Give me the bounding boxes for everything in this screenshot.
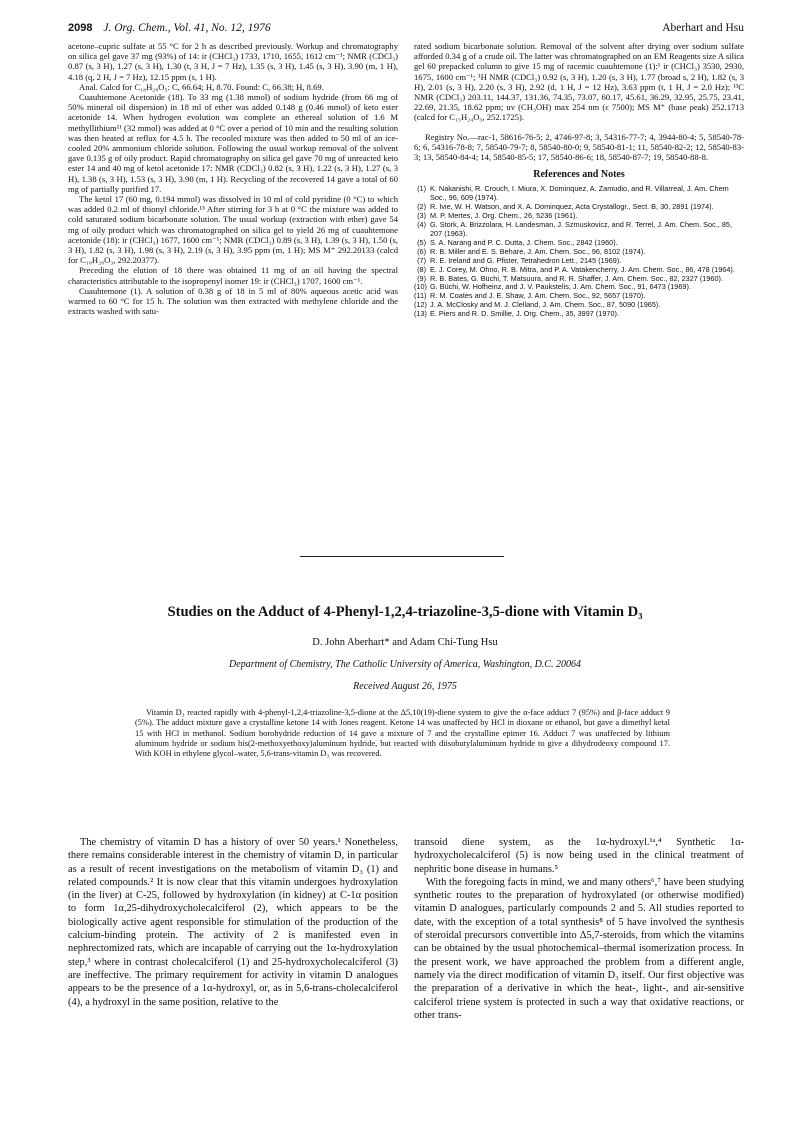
received-date: Received August 26, 1975: [353, 681, 457, 692]
prev-article-column-1: [68, 41, 398, 316]
paragraph: Cuauhtemone (1). A solution of 0.38 g of 18 in 5 ml of 80% aqueous acetic acid was warmed to 60 °C for 15 h. The solution was then extracted with methylene chloride and the extracts washed with satu-: [68, 285, 398, 317]
reference-item: (2) R. Ivie, W. H. Watson, and X. A. Dominquez, Acta Crystallogr., Sect. B, 30, 2891 (1974).: [417, 202, 714, 212]
paragraph: The ketol 17 (60 mg, 0.194 mmol) was dissolved in 10 ml of cold pyridine (0 °C) to which was added 0.2 ml of thionyl chloride.¹³ After stirring for 3 h at 0 °C the mixture was added to cold saturated sodium bicarbonate solution. The usual workup (extraction with ether) gave 54 mg of oily product which was chromatographed on silica gel to yield 26 mg of cuauhtemone acetonide (18): ir (CHCl₃) 1677, 1600 cm⁻¹; NMR (CDCl₃) 0.89 (s, 3 H), 1.39 (s, 3 H), 1.50 (s, 3 H), 1.82 (s, 3 H), 1.98 (s, 3 H), 2.19 (s, 3 H), 3.95 ppm (m, 1 H); MS M⁺ 292.20133 (calcd for C₁₈H₂₈O₃, 292.20377).: [68, 194, 398, 266]
prev-article-column-2: [414, 41, 744, 319]
article-title: Studies on the Adduct of 4-Phenyl-1,2,4-triazoline-3,5-dione with Vitamin D₃: [167, 604, 643, 620]
reference-item: (6) R. B. Miller and E. S. Behare, J. Am. Chem. Soc., 96, 8102 (1974).: [417, 246, 646, 256]
page-number: 2098: [68, 22, 93, 34]
reference-item: (11) R. M. Coates and J. E. Shaw, J. Am. Chem. Soc., 92, 5657 (1970).: [414, 291, 646, 301]
article-divider: [300, 556, 504, 557]
reference-item: (1) K. Nakanishi, R. Crouch, I. Miura, X. Dominquez, A. Zamudio, and R. Villarreal, J. Am. Chem Soc., 96, 609 (1974).: [417, 184, 729, 203]
reference-item: (3) M. P. Mertes, J. Org. Chem., 26, 5236 (1961).: [417, 211, 578, 221]
paragraph: Preceding the elution of 18 there was obtained 11 mg of an oil having the spectral characteristics attributable to the isopropenyl isomer 19: ir (CHCl₃) 1707, 1600 cm⁻¹.: [68, 265, 398, 286]
paragraph: transoid diene system, as the 1α-hydroxyl.¹ᵃ,⁴ Synthetic 1α-hydroxycholecalciferol (5) is now being used in the clinical treatment of nephritic bone disease in humans.⁵: [414, 837, 744, 875]
reference-item: (13) E. Piers and R. D. Smillie, J. Org. Chem., 35, 3997 (1970).: [414, 309, 619, 319]
reference-item: (9) R. B. Bates, G. Büchi, T. Matsuura, and R. R. Shaffer, J. Am. Chem. Soc., 82, 2327 (1960).: [417, 273, 723, 283]
reference-item: (5) S. A. Narang and P. C. Dutta, J. Chem. Soc., 2842 (1960).: [417, 237, 618, 247]
article-authors: D. John Aberhart* and Adam Chi-Tung Hsu: [312, 637, 498, 648]
paragraph: Cuauhtemone Acetonide (18). To 33 mg (1.38 mmol) of sodium hydride (from 66 mg of 50% mineral oil dispersion) in 18 ml of ether was added 0.148 g (0.46 mmol) of keto ester acetonide 14. When hydrogen evolution was complete an ethereal solution of 1.6 M methyllithium¹¹ (32 mmol) was added at 0 °C over a period of 10 min and the resulting solution was then heated at reflux for 4.5 h. The recooled mixture was then added to 50 ml of an ice-cooled 20% ammonium chloride solution. Following the usual workup removal of the solvent gave 0.135 g of oily product. Rapid chromatography on silica gel gave 70 mg of unreacted keto ester 14 and 40 mg of ketol acetonide 17: NMR (CDCl₃) 0.82 (s, 3 H), 1.22 (s, 3 H), 1.27 (s, 3 H), 1.38 (s, 3 H), 1.53 (s, 3 H), 3.90 (m, 1 H). Recycling of the recovered 14 gave a total of 60 mg of partially purified 17.: [68, 92, 398, 194]
paragraph: With the foregoing facts in mind, we and many others⁶,⁷ have been studying synthetic routes to the preparation of hydroxylated (or otherwise modified) vitamin D analogues, particularly compounds 2 and 5. All studies reported to date, with the exception of a total synthesis⁸ of 5 have involved the synthesis of steroidal precursors convertible into Δ5,7-steroids, from which the vitamins can be obtained by the usual photochemical–thermal isomerization process. In the present work, we have approached the problem from a different angle, namely via the direct modification of vitamin D₃ itself. Our first objective was the preparation of a derivative in which the heat-, light-, and air-sensitive calciferol triene system is protected in such a way that oxidative reactions, or other trans-: [414, 876, 744, 1021]
body-column-2: [414, 836, 744, 1022]
paragraph: Anal. Calcd for C₁₈H₂₈O₅: C, 66.64; H, 8.70. Found: C, 66.38; H, 8.69.: [79, 81, 324, 92]
reference-item: (7) R. E. Ireland and G. Pfister, Tetrahedron Lett., 2145 (1969).: [417, 255, 622, 265]
references-heading: References and Notes: [533, 169, 625, 181]
header-authors: Aberhart and Hsu: [662, 22, 744, 34]
references-list: [414, 185, 744, 319]
affiliation: Department of Chemistry, The Catholic University of America, Washington, D.C. 20064: [229, 659, 581, 670]
registry-numbers: Registry No.—rac-1, 58616-76-5; 2, 4746-97-8; 3, 54316-77-7; 4, 3944-80-4; 5, 58540-78-6; 6, 54316-78-8; 7, 58540-79-7; 8, 58540-80-0; 9, 58540-81-1; 11, 58540-82-2; 12, 58540-83-3; 13, 58540-84-4; 14, 58540-85-5; 17, 58540-86-6; 18, 58540-87-7; 19, 58540-88-8.: [414, 131, 744, 163]
abstract: Vitamin D₃ reacted rapidly with 4-phenyl-1,2,4-triazoline-3,5-dione at the Δ5,10(19)-diene system to give the α-face adduct 7 (95%) and β-face adduct 9 (5%). The adduct mixture gave a crystalline ketone 14 with Jones reagent. Ketone 14 was unaffected by HCl in dioxane or ethanol, but gave a dimethyl ketal 15 with HCl in methanol. Sodium borohydride reduction of 14 gave a mixture of 7 and the crystalline epimer 16. Adduct 7 was unaffected by lithium aluminum hydride or sodium bis(2-methoxyethoxy)aluminum hydride, but reacted with diisobutylaluminum hydride to give a dihydrodeoxy compound 17. With KOH in ethylene glycol–water, 5,6-trans-vitamin D₃ was recovered.: [135, 708, 670, 759]
reference-item: (8) E. J. Corey, M. Ohno, R. B. Mitra, and P. A. Vatakencherry, J. Am. Chem. Soc., 86, 478 (1964).: [417, 264, 735, 274]
reference-item: (12) J. A. McClosky and M. J. Clelland, J. Am. Chem. Soc., 87, 5090 (1965).: [414, 300, 661, 310]
reference-item: (10) G. Büchi, W. Hofheinz, and J. V. Paukstelis, J. Am. Chem. Soc., 91, 6473 (1969).: [414, 282, 691, 292]
body-column-1: [68, 836, 398, 1009]
journal-citation: J. Org. Chem., Vol. 41, No. 12, 1976: [103, 22, 271, 34]
paragraph: The chemistry of vitamin D has a history of over 50 years.¹ Nonetheless, there remains considerable interest in the chemistry of vitamin D, in particular as a result of recent investigations on the metabolism of vitamin D₃ (1) and related compounds.² It is now clear that this vitamin undergoes hydroxylation (in the liver) at C-25, followed by hydroxylation (in kidney) at C-1α position to form 1α,25-dihydroxycholecalciferol (2), which appears to be the biologically active agent responsible for stimulation of the production of the calcium-binding protein. The activity of 2 is manifested even in nephrectomized rats, which are incapable of carrying out the 1α-hydroxylation step,³ where in contrast cholecalciferol (1) and 25-hydroxycholecalciferol (3) are ineffective. The primary requirement for activity in vitamin D analogues appears to be the presence of a 1α-hydroxyl, or, as in 5,6-trans-cholecalciferol (4), a hydroxyl in the same position, relative to the: [68, 837, 398, 1008]
paragraph: rated sodium bicarbonate solution. Removal of the solvent after drying over sodium sulfate afforded 0.34 g of a crude oil. The latter was chromatographed on an EM Reagents size A silica gel 60 prepacked column to give 15 mg of racemic cuauhtemone (1):¹ ir (CHCl₃) 3530, 2930, 1675, 1600 cm⁻¹; ¹H NMR (CDCl₃) 0.92 (s, 3 H), 1.20 (s, 3 H), 1.77 (broad s, 2 H), 1.82 (s, 3 H), 2.01 (s, 3 H), 2.20 (s, 3 H), 2.92 (d, 1 H, J = 12 Hz), 3.63 ppm (t, 1 H, J = 2.0 Hz); ¹³C NMR (CDCl₃) 203.11, 144.37, 131.36, 74.35, 73.07, 60.17, 45.61, 36.29, 32.95, 25.75, 23.41, 22.69, 21.35, 18.62 ppm; uv (CH₃OH) max 254 nm (ε 7500); MS M⁺ (base peak) 252.1713 (calcd for C₁₅H₂₄O₃, 252.1725).: [414, 41, 744, 123]
running-header: [68, 22, 744, 38]
paragraph: acetone–cupric sulfate at 55 °C for 2 h as described previously. Workup and chromatography on silica gel gave 37 mg (93%) of 14: ir (CHCl₃) 1733, 1710, 1655, 1612 cm⁻¹; NMR (CDCl₃) 0.87 (s, 3 H), 1.27 (s, 3 H), 1.30 (t, 3 H, J = 7 Hz), 1.35 (s, 3 H), 1.45 (s, 3 H), 3.90 (m, 1 H), 4.18 (q, 2 H, J = 7 Hz), 12.15 ppm (s, 1 H).: [68, 41, 398, 82]
reference-item: (4) G. Stork, A. Brizzolara, H. Landesman, J. Szmuskovicz, and R. Terrel, J. Am. Chem. Soc., 85, 207 (1963).: [417, 220, 732, 238]
